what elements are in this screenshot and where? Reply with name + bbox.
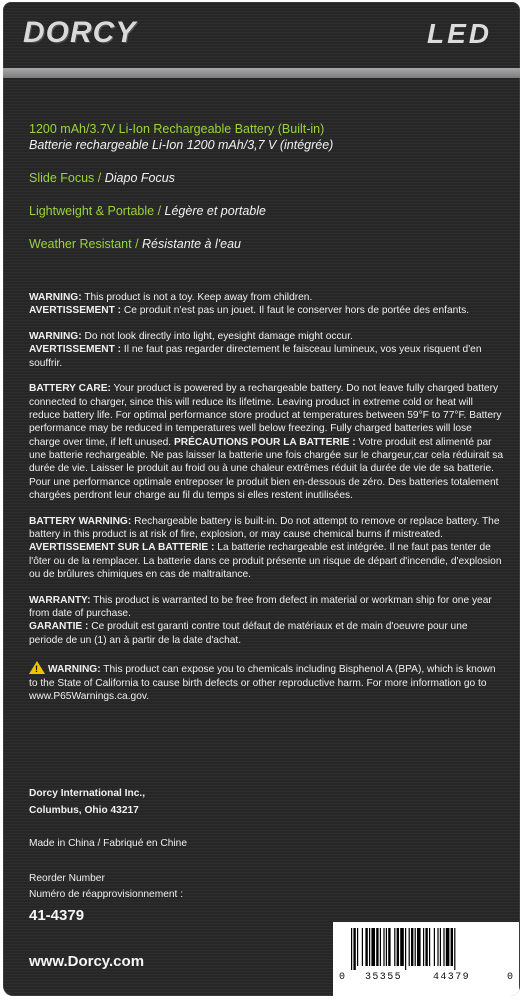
light-warning <box>29 330 503 370</box>
warning-label: AVERTISSEMENT : <box>29 344 122 356</box>
package-back-card <box>3 2 520 996</box>
warning-label: BATTERY CARE: <box>29 383 111 395</box>
reorder-label-en: Reorder Number <box>29 873 105 884</box>
part-number: 41-4379 <box>29 907 85 924</box>
battery-warning <box>29 515 503 581</box>
feature-en: Lightweight & Portable <box>29 204 155 218</box>
reorder-info <box>29 871 183 903</box>
warning-label: WARRANTY: <box>29 594 91 606</box>
battery-care <box>29 382 503 502</box>
company-address <box>29 785 145 819</box>
warning-text: Rechargeable battery is built-in. Do not attempt to remove or replace battery. The battery in this product is at risk of fire, explosion, or may cause chemical burns if mistreated. <box>29 515 500 540</box>
country-of-origin: Made in China / Fabriqué en Chine <box>29 838 188 849</box>
warning-label: WARNING: <box>29 331 82 343</box>
barcode-group-1: 35355 <box>365 972 403 983</box>
warning-text: This product is warranted to be free from defect in material or workman ship for one year from date of purchase. <box>29 594 492 619</box>
warning-text: Ce produit est garanti contre tout défaut de matériaux et de main d'oeuvre pour une periode de un (1) an à partir de la date d'achat. <box>29 621 468 646</box>
warning-text: This product can expose you to chemicals including Bisphenol A (BPA), which is known to the State of California to cause birth defects or other reproductive harm. For more information go to www.P65Warnings.ca.gov. <box>29 664 496 702</box>
barcode <box>333 922 519 996</box>
warning-text: Do not look directly into light, eyesight damage might occur. <box>81 331 353 343</box>
toy-warning <box>29 291 503 318</box>
feature-focus <box>29 170 499 186</box>
warning-text: La batterie rechargeable est intégrée. Il ne faut pas tenter de l'ôter ou de la remplacer. La batterie dans ce produit présente un risque de départ d'incendie, d'explosion ou de brûlures chimiques en cas de maltraitance. <box>29 542 502 580</box>
feature-portable <box>29 203 499 219</box>
feature-en: 1200 mAh/3.7V Li-Ion Rechargeable Battery (Built-in) <box>29 122 325 136</box>
warning-icon-glyph: ! <box>35 664 38 675</box>
warning-label: WARNING: <box>29 292 82 303</box>
feature-separator: / <box>94 171 105 185</box>
prop65-warning <box>29 659 503 703</box>
feature-separator: / <box>131 237 143 251</box>
barcode-lead-digit: 0 <box>339 972 346 983</box>
reorder-label-fr: Numéro de réapprovisionnement : <box>29 889 184 900</box>
warning-triangle-icon <box>29 661 45 674</box>
company-city: Columbus, Ohio 43217 <box>29 805 139 816</box>
feature-en: Weather Resistant <box>29 237 132 251</box>
feature-battery <box>29 121 499 153</box>
brand-logo: DORCY <box>23 16 137 49</box>
website-url: www.Dorcy.com <box>29 953 145 970</box>
warning-text: This product is not a toy. Keep away from children. <box>81 292 313 303</box>
barcode-check-digit: 0 <box>507 972 514 983</box>
feature-fr: Diapo Focus <box>104 171 175 185</box>
warning-label: AVERTISSEMENT : <box>29 305 122 317</box>
warning-label: WARNING: <box>48 664 101 676</box>
warning-text: Ce produit n'est pas un jouet. Il faut le conserver hors de portée des enfants. <box>121 305 470 317</box>
product-type-label: LED <box>427 18 492 49</box>
company-name: Dorcy International Inc., <box>29 788 146 799</box>
feature-fr: Batterie rechargeable Li-Ion 1200 mAh/3,7 V (intégrée) <box>29 138 334 152</box>
feature-fr: Légère et portable <box>164 204 266 218</box>
warning-label: PRÉCAUTIONS POUR LA BATTERIE : <box>173 436 356 448</box>
warning-label: GARANTIE : <box>29 621 89 633</box>
warning-text: Il ne faut pas regarder directement le faisceau lumineux, vos yeux risquent d'en souffrir. <box>29 344 482 369</box>
warning-label: BATTERY WARNING: <box>29 515 132 527</box>
barcode-bars <box>349 928 505 970</box>
warning-text: Votre produit est alimenté par une batterie rechargeable. Ne pas laisser la batterie une fois chargée sur le chargeur,car cela réduirait sa durée de vie. Laisser le produit au froid ou à une chaleur extrêmes réduit la durée de vie de sa batterie. Pour une performance optimale entreposer le produit bien en-dessous de zéro. Des batteries totalement chargées perdront leur charge au fil du temps si elles restent inutilisées. <box>29 436 503 501</box>
warning-text: Your product is powered by a rechargeable battery. Do not leave fully charged battery connected to charger, since this will reduce its lifetime. Leaving product in extreme cold or heat will reduce battery life. For optimal performance store product at temperatures between 59°F to 77°F. Battery performance may be reduced in temperatures well below freezing. Fully charged batteries will lose charge over time, if left unused. <box>29 383 502 448</box>
barcode-group-2: 44379 <box>433 972 471 983</box>
warning-text-block <box>29 291 503 716</box>
feature-separator: / <box>154 204 165 218</box>
feature-weather <box>29 236 499 252</box>
feature-fr: Résistante à l'eau <box>142 237 242 251</box>
warning-label: AVERTISSEMENT SUR LA BATTERIE : <box>29 542 215 554</box>
feature-en: Slide Focus <box>29 171 95 185</box>
feature-list <box>29 121 499 269</box>
warranty <box>29 594 503 647</box>
header-stripe <box>3 68 520 78</box>
